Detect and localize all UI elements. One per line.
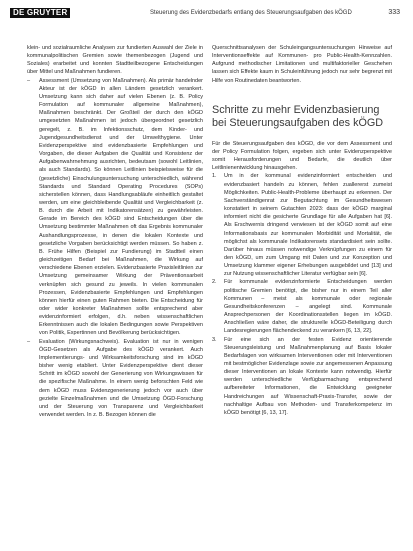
running-title: Steuerung des Evidenzbedarfs entlang des Steuerungsaufgaben des kÖGD [150,10,352,16]
list-marker: – [27,338,31,345]
left-column [27,44,203,419]
list-item-text: Um in der kommunal evidenzinformiert entscheiden und evidenzbasiert handeln zu können, fehlen zuallererst zumeist Möglichkeiten. Public-Health-Probleme überhaupt zu erkennen. Der Sachverständigenrat zur Begutachtung im Gesundheitswesen konstatiert in seinem Gutachten 2023: dass der kÖGD marginal informiert nicht die gesicherte Grundlage für alle Aufgaben hat [6]. Als Erschwernis dringend verwiesen ist der kÖGD somit auf eine Informationsbasis zur kommunalen Morbidität und Mortalität, die möglichst als kommunale Indikatorensets standardisiert sein sollte. Darüber hinaus müssen notwendige Verknüpfungen zu einem für den kÖGD, um zum Umgang mit Daten und zur Konzeption und Umsetzung klammer eigener Erhebungen ausgebildet und [13] und zur Nutzung wissenschaftlicher Literatur verfügbar sein [6]. [224,173,392,278]
left-intro-paragraph: klein- und sozialraumliche Analysen zur fundierten Auswahl der Ziele in kommunalpolitischen Gremien sowie themenbezogen (Jugend und Soziales) erarbeitet und konnten Stadtteilbezogene Entscheidungen über Mittel und Maßnahmen fundieren. [27,45,203,76]
right-column [212,44,392,417]
list-item-assessment [27,77,203,338]
list-item-evaluation [27,338,203,420]
list-item-text: Evaluation (Wirkungsnachweis). Evaluation ist nur in wenigen ÖGD-Gesetzen als Aufgabe des kÖGD verankert. Auch Implementierungs- und Wirksamkeitsforschung sind im kÖGD bisher wenig etabliert. Unter Evidenzperspektive dient dieser Schritt im kÖGD sowohl der Generierung von Wirkungswissen für die spezifische Maßnahme. In einem wenig beforschten Feld wie dem kÖGD muss Evidenzgenerierung jedoch vor auch über gezielte Einzelmaßnahmen und die Umsetzung ÖGD-Forschung und der Steuerung von Transparenz und Vergleichbarkeit verwendet werden. In z. B. Bezogen können die [39,338,203,419]
list-item-text: Assessment (Umsetzung von Maßnahmen). Als primär handelnder Akteur ist der kÖGD in allen Ländern gesetzlich verankert. Umsetzung kann sich daher auf vielen Ebenen (z. B. Policy Formulation auf kommunaler allgemeine Maßnahmen), Maßnahmen beschränkt. Der Großteil der durch den kÖGD umgesetzten Maßnahmen ist jedoch übergeordnet gesetzlich geregelt, z. B. im Infektionsschutz, dem Kinder- und Jugendgesundheitsdienst und der Umwelthygiene. Unter Evidenzperspektive sind evidenzbasierte Empfehlungen und Vorgaben, die dieser Aufgaben die Qualität und Konsistenz der Aufgabenwahrnehmung ausrichten, bedeutsam (sowohl Leitlinien, als auch Standards). So können Leitlinien beispielsweise für die (gesetzliche) Einschulungsuntersuchung unterschiedlich, während Standards und Standard Operating Procedures (SOPs) sicherstellen können, dass Handlungsabläufe einheitlich gestaltet werden, um eine gleichbleibende Qualität und Vergleichbarkeit (z. B. durch die Arbeit mit Indikatorensätzen) zu gewährleisten. Gerade im Bereich des kÖGD sind Entscheidungen über die Umsetzung bestimmter Maßnahmen oft das Ergebnis kommunaler Aushandlungsprozesse, in denen die lokalen Kontexte und gesetzliche Vorgaben berücksichtigt werden müssen. So haben z. B. Frühe Hilfen (Beispiel zur Fundierung) im Stadtteil einen gleichzeitigen Bedarf bei Maßnahmen, die Wirkung auf verschiedene Ebenen erzielen. Evidenzbasierte Praxisleitlinien zur Umsetzung gemeinsamer Wirkung der Präventionsarbeit verknüpfen sich gesund zu jeweils. In vielen kommunalen Prozessen, Evidenzbasierte Empfehlungen und Empfehlungen können hierfür einen guten Rahmen bieten. Die Entscheidung für oder wider konkreter Maßnahmen sollte entsprechend aber evidenzinformiert erfolgen, d.h. neben wissenschaftlichen Erkenntnissen auch die lokalen Bedingungen sowie Perspektiven von Politik, Expertinnen und Bevölkerung berücksichtigen. [39,77,203,337]
list-marker: – [27,77,31,84]
list-item-text: Für eine sich an der festen Evidenz orientierende Steuerungsleistung und Maßnahmenplanung auf Basis lokaler Bedarfslagen von wirksamen Interventionen oder mit Interventionen mit bestmöglicher Evidenzlage sowie zur angemessenen Anpassung dieser Interventionen an lokale Kontexte kann notwendig. Hierfür werden unterschiedliche Verfügbarmachung entsprechend aufbereiteter Informationen, die Entwicklung geeigneter Handreichungen auf Wissenschaft-Praxis-Transfer, sowie der nachhaltige Aufbau von Methoden- und Transferkompetenz im kÖGD benötigt [6, 13, 17]. [224,336,392,416]
list-number: 1. [212,173,217,180]
list-item-text: Für kommunale evidenzinformierte Entscheidungen werden politische Gremien benötigt, die bisher nur in einem Teil aller Kommunen – meist als kommunale oder regionale Gesundheitskonferenzen – angelegt sind. Kommunale Ansprechpersonen der Koordinationsstellen liegen im kÖGD. Anschließen wäre daher, die strukturelle kÖGD-Beteiligung durch Landesregierungen flächendeckend zu verankern [6, 13, 22]. [224,279,392,335]
publisher-logo: DE GRUYTER [10,8,70,18]
page-number: 333 [388,9,400,16]
section-heading: Schritte zu mehr Evidenzbasierung bei Steuerungsaufgaben des kÖGD [212,103,384,129]
list-number: 2. [212,279,217,286]
numbered-item-1 [212,172,392,278]
list-number: 3. [212,336,217,343]
right-intro-paragraph: Querschnittsanalysen der Schuleingangsuntersuchungen Hinweise auf Interventionseffekte auf Kommunen- pro Public-Health-Kennzahlen. Aufgrund methodischer Limitationen und multifaktorieller Geschehen lassen sich Effekte kaum in Schuleinführung jedoch nur sehr begrenzt mit Hilfe von Routinedaten beantworten. [212,45,392,84]
numbered-item-3 [212,336,392,418]
page-header [0,0,413,22]
numbered-item-2 [212,278,392,335]
section-intro-paragraph: Für die Steuerungsaufgaben des kÖGD, die vor dem Assessment und der Policy Formulation folgen, ergeben sich unter Evidenzperspektive somit Herausforderungen und Bedarfe, die deutlich über Leitlinienentwicklung hinausgehen. [212,140,392,172]
